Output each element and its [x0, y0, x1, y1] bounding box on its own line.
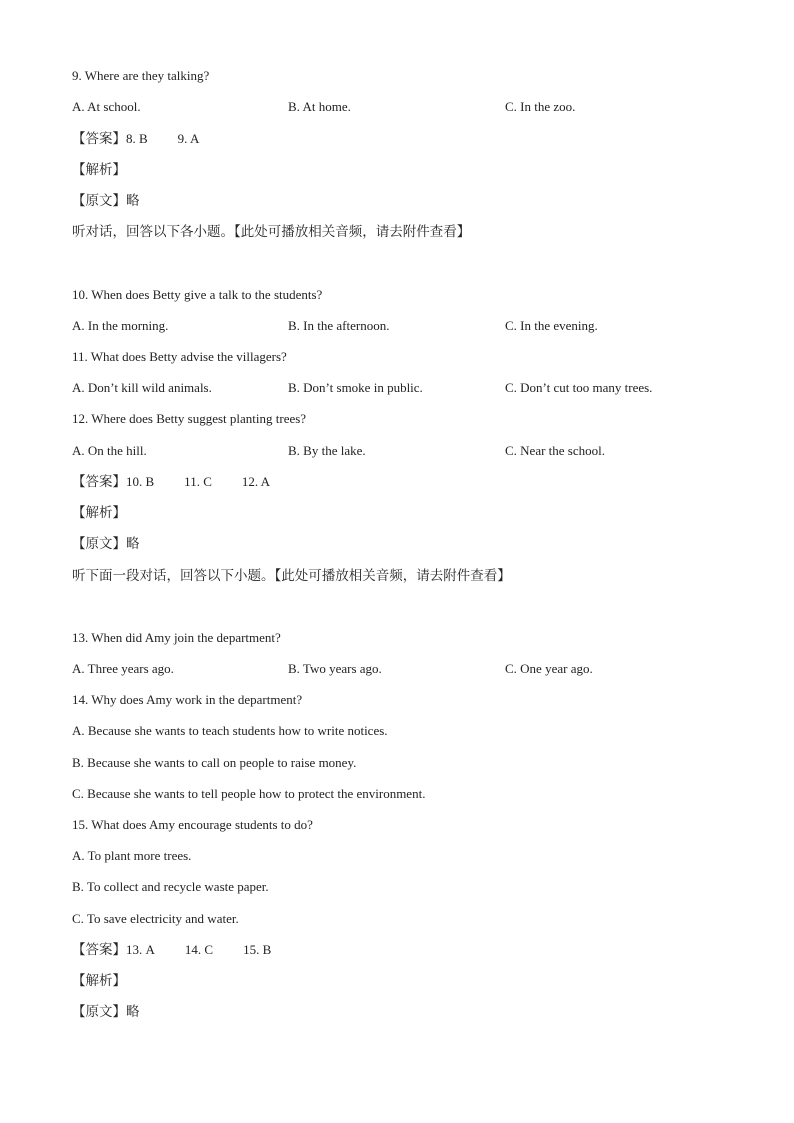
answer-item: 8. B [126, 131, 148, 146]
q9-option-c: C. In the zoo. [505, 99, 576, 114]
q11-option-a: A. Don’t kill wild animals. [72, 380, 212, 395]
q14-option-b: B. Because she wants to call on people to raise money. [72, 755, 357, 770]
answer-item: 9. A [177, 131, 200, 146]
answer-item: 11. C [184, 474, 212, 489]
question-14: 14. Why does Amy work in the department? [72, 692, 303, 707]
transcript-label: 【原文】略 [72, 193, 140, 209]
q9-option-a: A. At school. [72, 99, 141, 114]
answer-item: 13. A [126, 942, 155, 957]
q10-option-a: A. In the morning. [72, 318, 169, 333]
q12-option-b: B. By the lake. [288, 443, 366, 458]
transcript-label: 【原文】略 [72, 536, 140, 552]
q14-option-c: C. Because she wants to tell people how to protect the environment. [72, 786, 426, 801]
q10-option-b: B. In the afternoon. [288, 318, 390, 333]
answer-item: 10. B [126, 474, 155, 489]
analysis-label: 【解析】 [72, 973, 126, 989]
analysis-label: 【解析】 [72, 162, 126, 178]
answer-item: 14. C [184, 942, 214, 957]
question-13: 13. When did Amy join the department? [72, 630, 281, 645]
answer-row-1 [72, 130, 199, 148]
q11-option-c: C. Don’t cut too many trees. [505, 380, 653, 395]
question-10: 10. When does Betty give a talk to the students? [72, 287, 323, 302]
q13-option-a: A. Three years ago. [72, 661, 174, 676]
q14-option-a: A. Because she wants to teach students how to write notices. [72, 723, 388, 738]
q13-option-c: C. One year ago. [505, 661, 593, 676]
q11-option-b: B. Don’t smoke in public. [288, 380, 423, 395]
q12-option-c: C. Near the school. [505, 443, 606, 458]
question-12: 12. Where does Betty suggest planting trees? [72, 411, 307, 426]
q15-option-a: A. To plant more trees. [72, 848, 192, 863]
answer-row-3 [72, 941, 271, 959]
q9-option-b: B. At home. [288, 99, 351, 114]
question-9: 9. Where are they talking? [72, 68, 210, 83]
q12-option-a: A. On the hill. [72, 443, 147, 458]
q15-option-b: B. To collect and recycle waste paper. [72, 879, 269, 894]
q10-option-c: C. In the evening. [505, 318, 598, 333]
listening-instruction-1: 听对话，回答以下各小题。【此处可播放相关音频，请去附件查看】 [72, 224, 471, 240]
answer-item: 15. B [243, 942, 272, 957]
analysis-label: 【解析】 [72, 505, 126, 521]
answer-label: 【答案】 [72, 942, 126, 958]
question-11: 11. What does Betty advise the villagers? [72, 349, 287, 364]
q13-option-b: B. Two years ago. [288, 661, 382, 676]
transcript-label: 【原文】略 [72, 1004, 140, 1020]
q15-option-c: C. To save electricity and water. [72, 911, 239, 926]
question-15: 15. What does Amy encourage students to do? [72, 817, 313, 832]
listening-instruction-2: 听下面一段对话，回答以下小题。【此处可播放相关音频，请去附件查看】 [72, 568, 511, 584]
answer-label: 【答案】 [72, 474, 126, 490]
answer-item: 12. A [241, 474, 271, 489]
answer-row-2 [72, 473, 270, 491]
answer-label: 【答案】 [72, 131, 126, 147]
